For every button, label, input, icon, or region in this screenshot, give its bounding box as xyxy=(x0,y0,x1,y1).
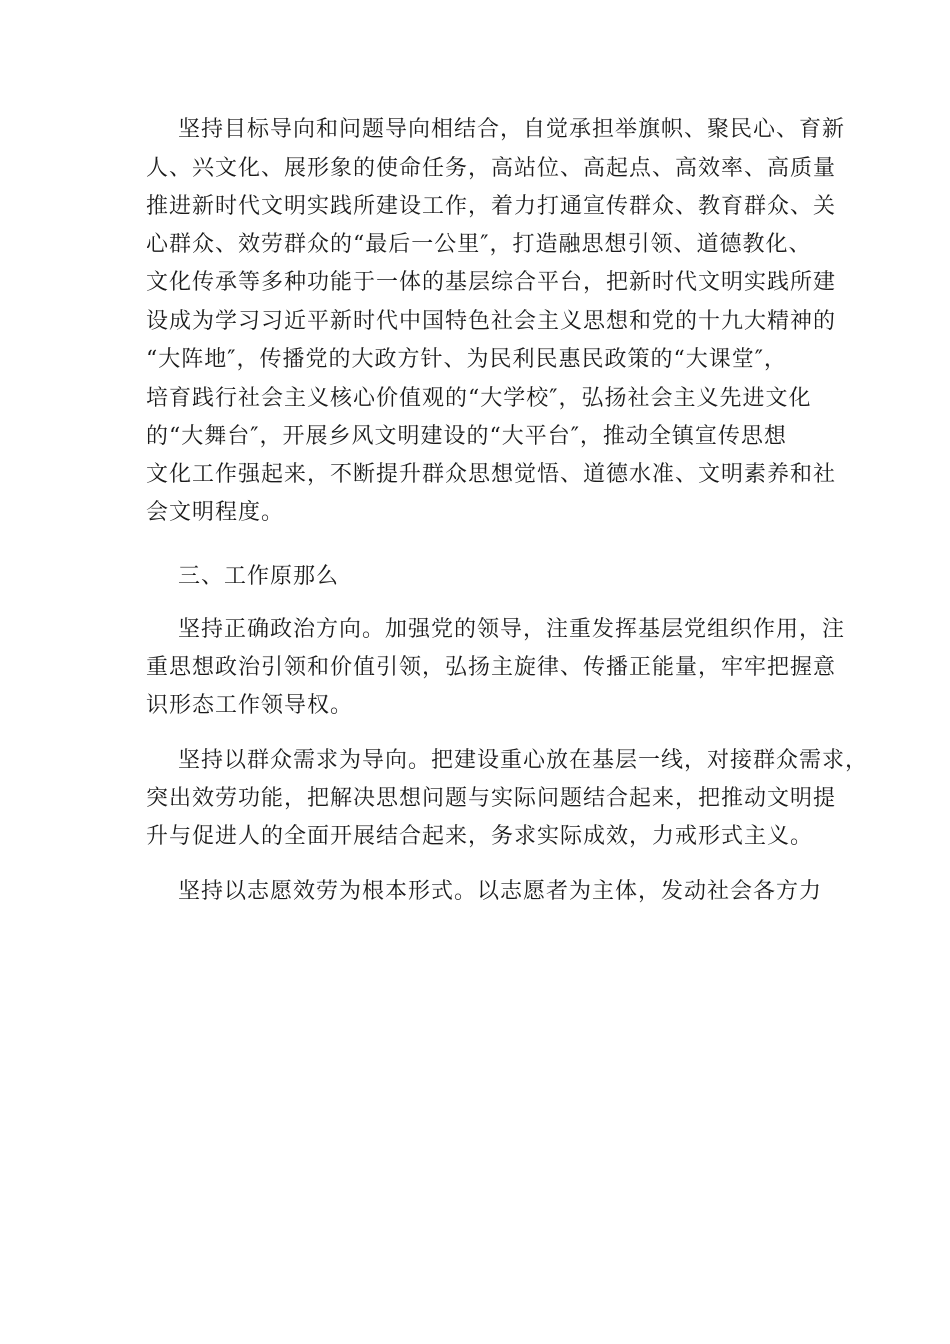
paragraph-4-line-1: 坚持以志愿效劳为根本形式。以志愿者为主体，发动社会各方力 xyxy=(178,879,823,904)
paragraph-1-line-8: 培育践行社会主义核心价值观的“大学校″，弘扬社会主义先进文化 xyxy=(146,386,812,411)
paragraph-1-line-7: “大阵地″，传播党的大政方针、为民利民惠民政策的“大课堂″， xyxy=(146,347,787,372)
paragraph-1-line-3: 推进新时代文明实践所建设工作，着力打通宣传群众、教育群众、关 xyxy=(146,194,837,219)
paragraph-3-line-3: 升与促进人的全面开展结合起来，务求实际成效，力戒形式主义。 xyxy=(146,824,814,849)
paragraph-2-line-1: 坚持正确政治方向。加强党的领导，注重发挥基层党组织作用，注 xyxy=(178,617,846,642)
paragraph-1-line-10: 文化工作强起来，不断提升群众思想觉悟、道德水准、文明素养和社 xyxy=(146,462,837,487)
paragraph-1-line-5: 文化传承等多种功能于一体的基层综合平台，把新时代文明实践所建 xyxy=(146,270,837,295)
paragraph-1-line-1: 坚持目标导向和问题导向相结合，自觉承担举旗帜、聚民心、育新 xyxy=(178,117,846,142)
paragraph-1-line-11: 会文明程度。 xyxy=(146,500,285,525)
section-heading: 三、工作原那么 xyxy=(178,564,340,589)
paragraph-3-line-1: 坚持以群众需求为导向。把建设重心放在基层一线，对接群众需求， xyxy=(178,748,869,773)
paragraph-2-line-3: 识形态工作领导权。 xyxy=(146,693,354,718)
paragraph-1-line-2: 人、兴文化、展形象的使命任务，高站位、高起点、高效率、高质量 xyxy=(146,156,837,181)
paragraph-1-line-6: 设成为学习习近平新时代中国特色社会主义思想和党的十九大精神的 xyxy=(146,309,837,334)
paragraph-3-line-2: 突出效劳功能，把解决思想问题与实际问题结合起来，把推动文明提 xyxy=(146,786,837,811)
paragraph-2-line-2: 重思想政治引领和价值引领，弘扬主旋律、传播正能量，牢牢把握意 xyxy=(146,655,837,680)
paragraph-1-line-9: 的“大舞台″，开展乡风文明建设的“大平台″，推动全镇宣传思想 xyxy=(146,424,787,449)
paragraph-1-line-4: 心群众、效劳群众的“最后一公里″，打造融思想引领、道德教化、 xyxy=(146,232,812,257)
